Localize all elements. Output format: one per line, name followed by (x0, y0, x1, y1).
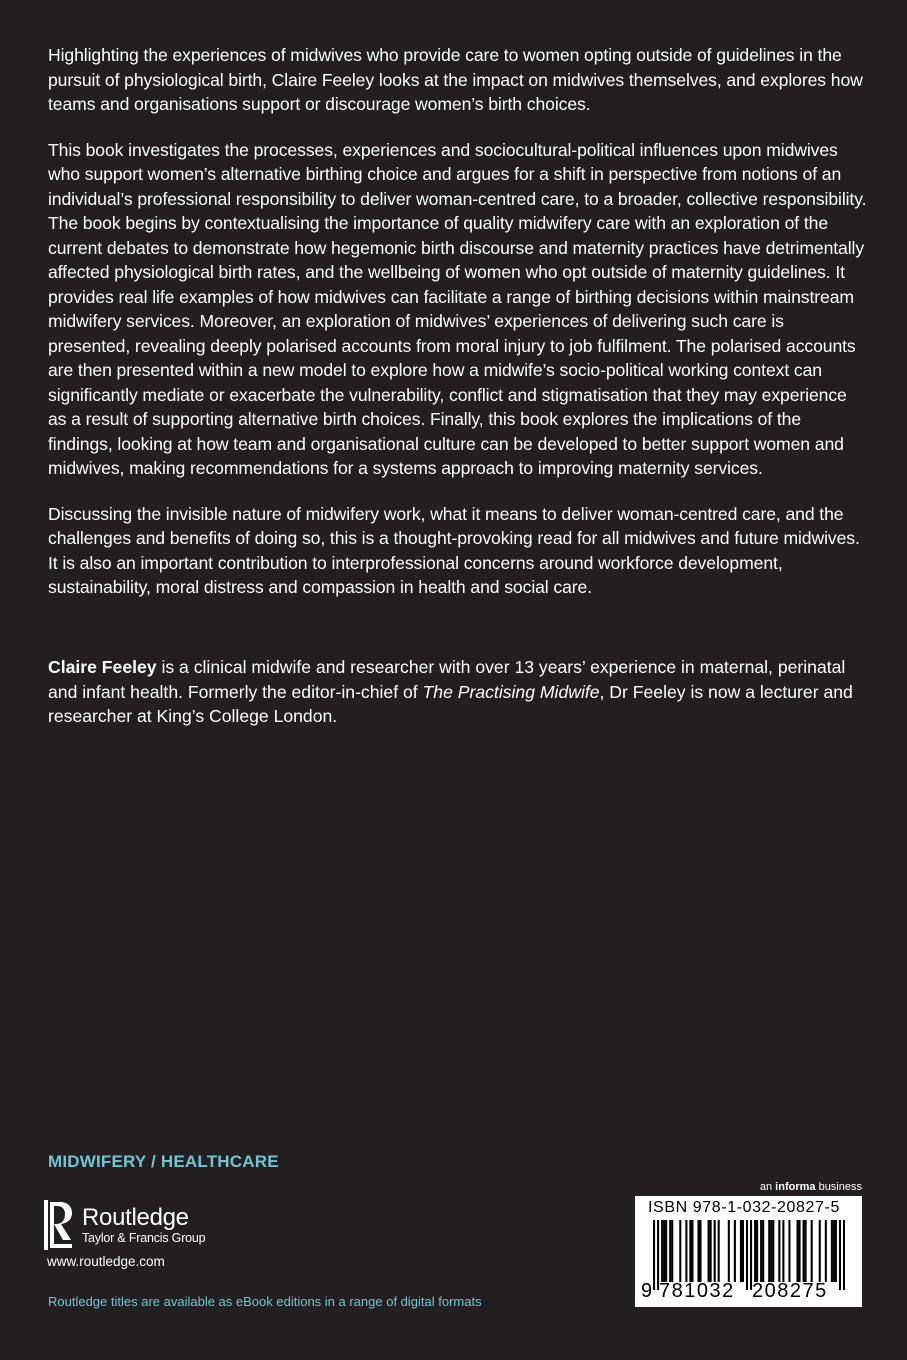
barcode-bar (669, 1220, 671, 1282)
barcode-bar (778, 1220, 780, 1282)
informa-brand: informa (775, 1181, 816, 1193)
isbn-label: ISBN 978-1-032-20827-5 (648, 1199, 840, 1216)
barcode-right-digits: 208275 (752, 1280, 828, 1302)
barcode-bar (825, 1220, 827, 1282)
barcode-bar (714, 1220, 716, 1282)
barcode-bar (770, 1220, 772, 1282)
publisher-website: www.routledge.com (47, 1254, 165, 1269)
barcode-bar (788, 1220, 790, 1282)
barcode-bar (803, 1220, 805, 1282)
author-bio-text-1: is a clinical midwife and researcher with over 13 years’ experience in maternal, perinatal and infant health. Formerly the editor-in-chief of (48, 657, 846, 702)
barcode-bar (661, 1220, 663, 1282)
publisher-logo (44, 1200, 205, 1250)
barcode-bar (756, 1220, 758, 1282)
barcode-bar (734, 1220, 736, 1282)
barcode-bar (833, 1220, 835, 1282)
barcode-bar (710, 1220, 712, 1282)
barcode-bar (697, 1220, 699, 1282)
informa-business-tagline (760, 1181, 862, 1193)
subject-category: MIDWIFERY / HEALTHCARE (48, 1152, 279, 1171)
barcode-bar (811, 1220, 813, 1282)
author-name: Claire Feeley (48, 657, 157, 677)
barcode-bar (768, 1220, 770, 1282)
barcode-bar (782, 1220, 784, 1282)
blurb-paragraph-1: Highlighting the experiences of midwives who provide care to women opting outside of guidelines in the pursuit of physiological birth, Claire Feeley looks at the impact on midwives themselves, and explores how teams and organisations support or discourage women’s birth choices. (48, 45, 863, 114)
isbn-barcode (635, 1196, 862, 1307)
publisher-wordmark (82, 1205, 205, 1246)
barcode-left-digits: 781032 (659, 1280, 735, 1302)
barcode-bar (796, 1220, 798, 1282)
barcode-bar (799, 1220, 801, 1282)
barcode-bar (679, 1220, 681, 1282)
publisher-group: Taylor & Francis Group (82, 1230, 206, 1245)
barcode-guard-bar (653, 1220, 655, 1290)
barcode-bar (685, 1220, 687, 1282)
blurb-paragraph-2: This book investigates the processes, experiences and sociocultural-political influences upon midwives who support women’s alternative birthing choice and argues for a shift in perspective from notions of an individual’s professional responsibility to deliver woman-centred care, to a broader, collective responsibility. The book begins by contextualising the importance of quality midwifery care with an exploration of the current debates to demonstrate how hegemonic birth discourse and maternity practices have detrimentally affected physiological birth rates, and the wellbeing of women who opt outside of maternity guidelines. It provides real life examples of how midwives can facilitate a range of birthing decisions within mainstream midwifery services. Moreover, an exploration of midwives’ experiences of delivering such care is presented, revealing deeply polarised accounts from moral injury to job fulfilment. The polarised accounts are then presented within a new model to explore how a midwife’s socio-political working context can significantly mediate or exacerbate the vulnerability, conflict and stigmatisation that they may experience as a result of supporting alternative birth choices. Finally, this book explores the implications of the findings, looking at how team and organisational culture can be developed to better support women and midwives, making recommendations for a systems approach to improving maternity services. (48, 139, 867, 478)
blurb-paragraph-3: Discussing the invisible nature of midwifery work, what it means to deliver woman-centred care, and the challenges and benefits of doing so, this is a thought-provoking read for all midwives and future midwives. It is also an important contribution to interprofessional concerns around workforce development, sustainability, moral distress and compassion in health and social care. (48, 503, 860, 597)
barcode-first-digit: 9 (641, 1280, 653, 1302)
barcode-bar (740, 1220, 742, 1282)
barcode-bar (760, 1220, 762, 1282)
barcode-bar (708, 1220, 710, 1282)
barcode-bar (762, 1220, 764, 1282)
barcode-bar (663, 1220, 665, 1282)
barcode-bar (835, 1220, 837, 1282)
routledge-logo-icon (44, 1200, 74, 1250)
barcode-bar (754, 1220, 756, 1282)
barcode-bar (831, 1220, 833, 1282)
barcode-bar (671, 1220, 673, 1282)
ebook-availability-note: Routledge titles are available as eBook editions in a range of digital formats (48, 1294, 482, 1309)
barcode-bar (689, 1220, 691, 1282)
informa-prefix: an (759, 1181, 776, 1193)
barcode-bar (691, 1220, 693, 1282)
barcode-bar (772, 1220, 774, 1282)
barcode-bar (699, 1220, 701, 1282)
author-bio-journal-title: The Practising Midwife (422, 681, 600, 702)
barcode-bar (728, 1220, 730, 1282)
informa-suffix: business (815, 1181, 862, 1193)
author-bio (48, 655, 868, 729)
barcode-bar (805, 1220, 807, 1282)
author-bio-text-2: , Dr Feeley is now a lecturer and researcher at King’s College London. (48, 681, 853, 726)
publisher-name: Routledge (82, 1203, 189, 1231)
barcode-bar (742, 1220, 744, 1282)
back-cover-blurb (48, 43, 868, 621)
barcode-bar (665, 1220, 667, 1282)
barcode-bar (718, 1220, 720, 1282)
barcode-bar (819, 1220, 821, 1282)
